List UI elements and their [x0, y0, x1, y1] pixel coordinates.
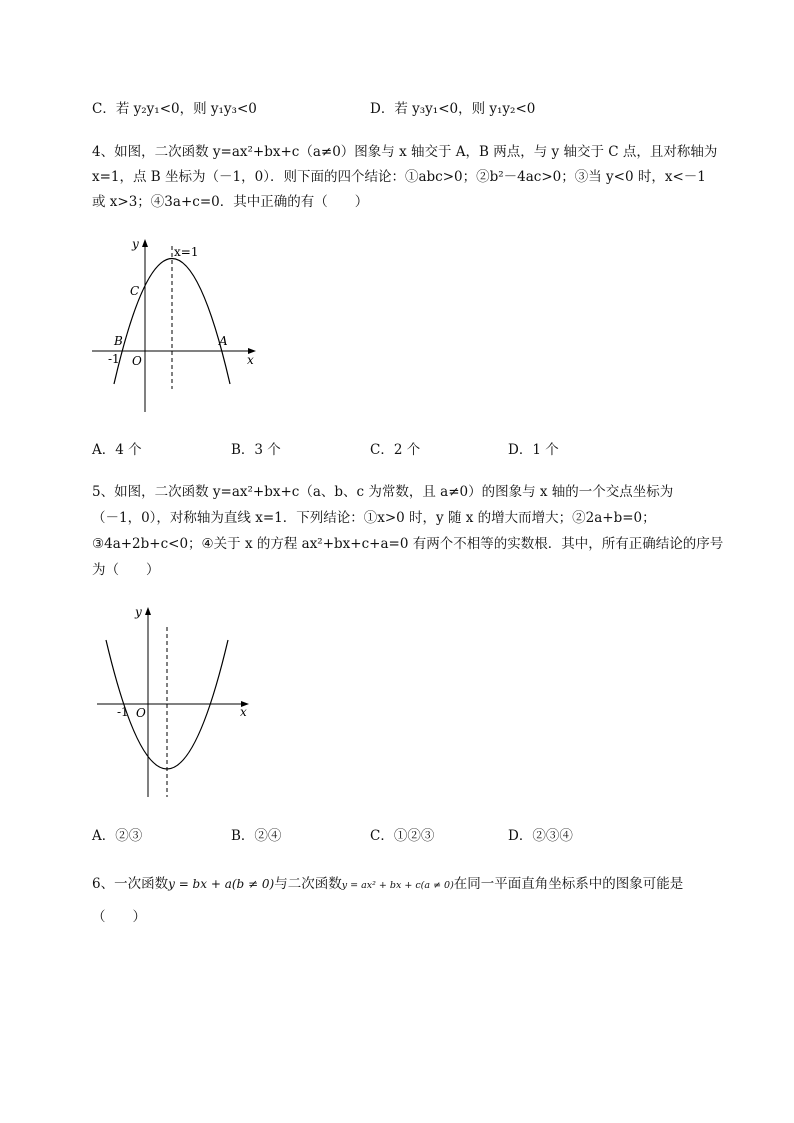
q4-x-label: x — [247, 353, 254, 367]
q4-text-line1: 4、如图，二次函数 y=ax²+bx+c（a≠0）图象与 x 轴交于 A，B 两点，与 y 轴交于 C 点，且对称轴为 — [92, 144, 718, 160]
q4-parabola-figure — [92, 232, 272, 417]
q4-option-c: C．2 个 — [370, 442, 421, 458]
q4-neg1-label: -1 — [108, 352, 120, 366]
q5-parabola-figure — [92, 600, 262, 805]
q4-text-line2: x=1，点 B 坐标为（－1，0）．则下面的四个结论：①abc>0；②b²－4ac>0；③当 y<0 时，x<－1 — [92, 169, 706, 185]
q4-y-axis-arrow — [142, 239, 148, 247]
q4-text-line3: 或 x>3；④3a+c=0．其中正确的有（ ） — [92, 194, 369, 210]
q4-origin-label: O — [132, 354, 142, 368]
q5-option-a: A．②③ — [92, 828, 143, 844]
q5-y-label: y — [135, 605, 142, 619]
q5-option-d: D．②③④ — [508, 828, 573, 844]
q5-text-line2: （－1，0），对称轴为直线 x=1．下列结论：①x>0 时，y 随 x 的增大而增大；②2a+b=0； — [92, 510, 656, 526]
q4-c-label: C — [130, 284, 140, 298]
q4-option-b: B．3 个 — [231, 442, 281, 458]
q6-text-line1 — [92, 875, 683, 895]
q5-option-b: B．②④ — [231, 828, 282, 844]
q6-formula-quadratic: y = ax² + bx + c(a ≠ 0) — [341, 880, 454, 891]
q6-formula-linear: y = bx + a(b ≠ 0) — [168, 877, 275, 891]
q6-text-line2: （ ） — [92, 909, 146, 925]
q6-text-part3: 在同一平面直角坐标系中的图象可能是 — [453, 876, 684, 892]
q4-option-d: D．1 个 — [508, 442, 559, 458]
q5-neg1-label: -1 — [117, 705, 129, 719]
q4-axis-label: x=1 — [174, 245, 199, 259]
q5-origin-label: O — [136, 706, 146, 720]
q4-option-a: A．4 个 — [92, 442, 142, 458]
q5-y-axis-arrow — [145, 607, 151, 615]
q6-text-part2: 与二次函数 — [274, 876, 342, 892]
option-d-prev: D．若 y₃y₁<0，则 y₁y₂<0 — [370, 101, 536, 117]
q5-x-label: x — [240, 705, 247, 719]
q4-y-label: y — [132, 237, 139, 251]
q5-option-c: C．①②③ — [370, 828, 435, 844]
q4-b-label: B — [114, 334, 123, 348]
q5-text-line3: ③4a+2b+c<0；④关于 x 的方程 ax²+bx+c+a=0 有两个不相等的实数根．其中，所有正确结论的序号 — [92, 536, 724, 552]
option-c-prev: C．若 y₂y₁<0，则 y₁y₃<0 — [92, 101, 257, 117]
q5-text-line4: 为（ ） — [92, 562, 160, 578]
q4-a-label: A — [219, 334, 228, 348]
q6-text-part1: 6、一次函数 — [92, 876, 169, 892]
q5-text-line1: 5、如图，二次函数 y=ax²+bx+c（a、b、c 为常数，且 a≠0）的图象与 x 轴的一个交点坐标为 — [92, 484, 674, 500]
